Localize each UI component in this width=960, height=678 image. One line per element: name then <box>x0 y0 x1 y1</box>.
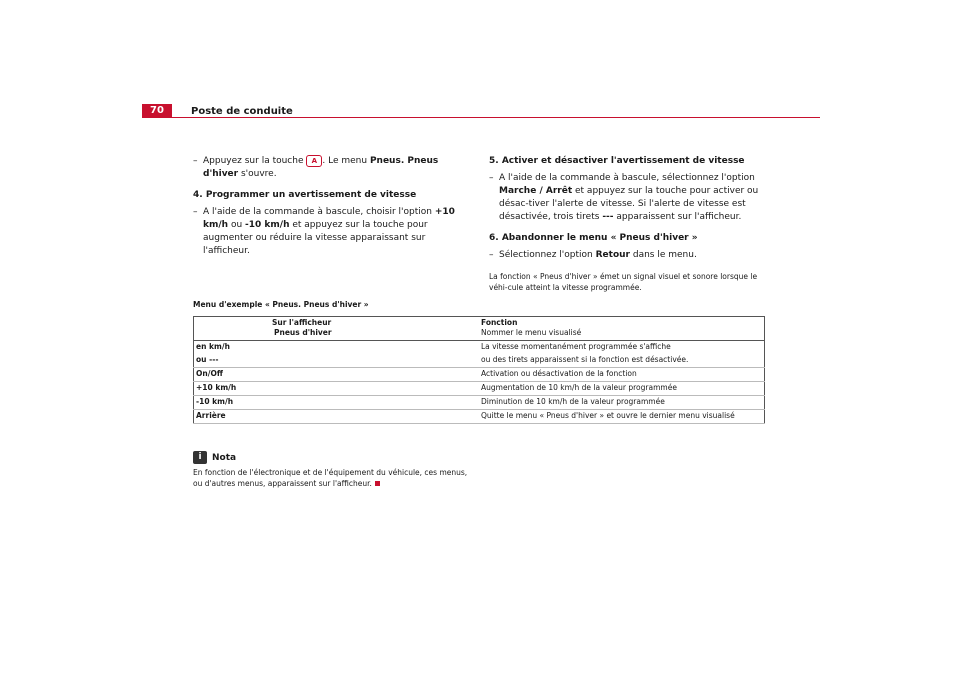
step-quit-menu: – Sélectionnez l'option Retour dans le menu. <box>489 250 697 260</box>
end-of-section-icon <box>375 481 380 486</box>
nota-title: Nota <box>212 453 237 463</box>
table-header-display: Sur l'afficheur Pneus d'hiver <box>194 317 480 341</box>
section-5-heading: 5. Activer et désactiver l'avertissement de vitesse <box>489 156 745 166</box>
dash-bullet: – <box>193 207 198 217</box>
left-column <box>193 155 468 258</box>
right-column <box>489 155 769 293</box>
step-program-warning: – A l'aide de la commande à bascule, choisir l'option +10 km/h ou -10 km/h et appuyez sur la touche pour augmenter ou réduire la vitesse apparaissant sur l'afficheur. <box>193 207 455 256</box>
info-icon: i <box>193 451 207 464</box>
page-number: 70 <box>142 104 172 118</box>
step-press-key: – Appuyez sur la touche A . Le menu Pneus. Pneus d'hiver s'ouvre. <box>193 156 439 179</box>
menu-table <box>193 316 765 424</box>
key-a-icon: A <box>306 155 322 167</box>
table-header-row <box>194 317 765 341</box>
nota-text: En fonction de l'électronique et de l'équipement du véhicule, ces menus, ou d'autres menus, apparaissent sur l'afficheur. <box>193 468 468 488</box>
function-note: La fonction « Pneus d'hiver » émet un signal visuel et sonore lorsque le véhi-cule atteint la vitesse programmée. <box>489 272 758 292</box>
table-row: en km/h ou --- La vitesse momentanément programmée s'affiche ou des tirets apparaissent si la fonction est désactivée. <box>194 341 765 368</box>
table-caption: Menu d'exemple « Pneus. Pneus d'hiver » <box>193 300 369 309</box>
dash-bullet: – <box>489 250 494 260</box>
dash-bullet: – <box>193 156 198 166</box>
table-header-function: Fonction Nommer le menu visualisé <box>479 317 765 341</box>
section-4-heading: 4. Programmer un avertissement de vitesse <box>193 190 417 200</box>
table-row: -10 km/h Diminution de 10 km/h de la valeur programmée <box>194 396 765 410</box>
table-row: +10 km/h Augmentation de 10 km/h de la valeur programmée <box>194 382 765 396</box>
section-6-heading: 6. Abandonner le menu « Pneus d'hiver » <box>489 233 698 243</box>
table-row: Arrière Quitte le menu « Pneus d'hiver » et ouvre le dernier menu visualisé <box>194 410 765 424</box>
dash-bullet: – <box>489 173 494 183</box>
page-title: Poste de conduite <box>191 106 293 117</box>
step-toggle-warning: – A l'aide de la commande à bascule, sélectionnez l'option Marche / Arrêt et appuyez sur la touche pour activer ou désac-tiver l'alerte de vitesse. Si l'alerte de vitesse est désactivée, trois tirets --- apparaissent sur l'afficheur. <box>489 173 759 222</box>
table-row: On/Off Activation ou désactivation de la fonction <box>194 368 765 382</box>
